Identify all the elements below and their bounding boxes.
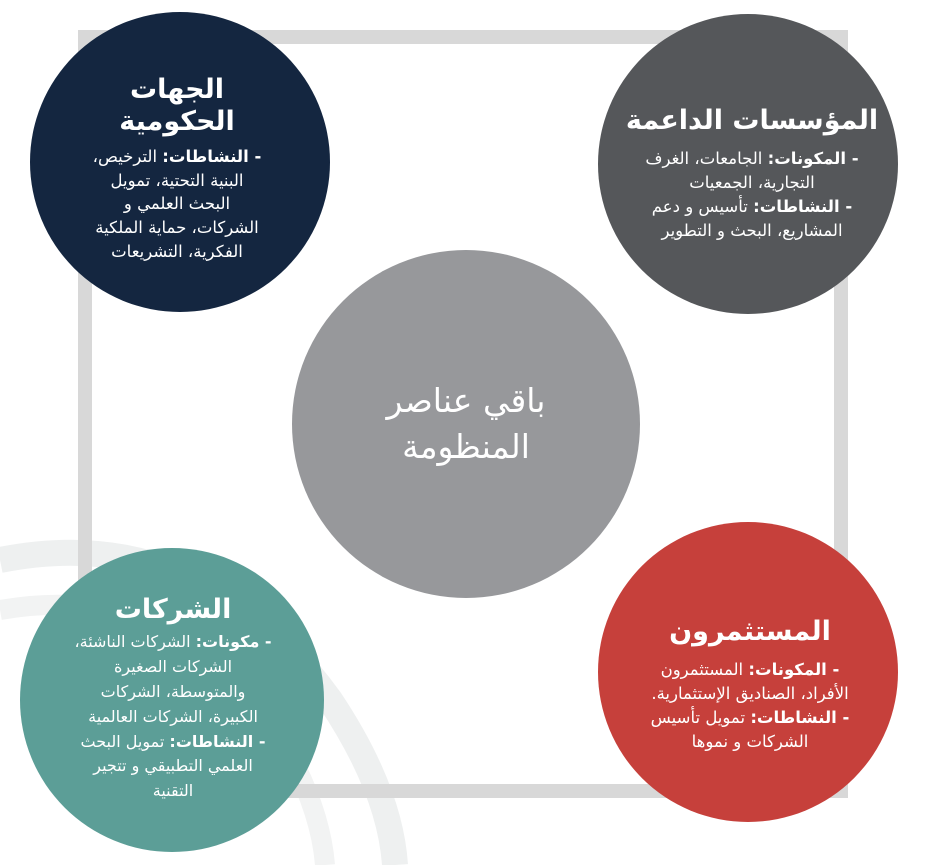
government-title: الجهات الحكومية [119,73,235,138]
companies-activities-line-2: العلمي التطبيقي و تتجير [93,756,253,776]
support-activities-line-2: المشاريع، البحث و التطوير [661,221,843,241]
support-components-line-2: التجارية، الجمعيات [689,173,815,193]
government-body [93,145,262,265]
investors-activities-line-2: الشركات و نموها [691,732,809,752]
companies-components-line-1 [74,630,271,655]
investors-activities-line-1 [651,706,850,730]
investors-components-line-2: الأفراد، الصناديق الإستثمارية. [651,684,849,704]
center-circle [292,250,640,598]
support-components-label: - المكونات: [767,149,859,169]
investors-components-text: المستثمرون [660,660,744,680]
investors-body [651,658,850,754]
investors-circle [598,522,898,822]
support-circle [598,14,898,314]
companies-components-line-3: والمتوسطة، الشركات [100,682,246,701]
support-components-text: الجامعات، الغرف [645,149,763,169]
center-title-line-2: المنظومة [402,427,530,466]
government-activities-line-3: البحث العلمي و [123,194,231,214]
investors-activities-label: - النشاطات: [750,708,850,728]
government-activities-line-4: الشركات، حماية الملكية [95,218,259,238]
companies-circle [20,548,324,852]
companies-activities-line-1 [74,730,271,755]
support-activities-text: تأسيس و دعم [651,197,748,217]
government-activities-line-5: الفكرية، التشريعات [111,242,243,262]
companies-components-text: الشركات الناشئة، [74,632,191,652]
companies-body [74,630,271,804]
companies-components-line-4: الكبيرة، الشركات العالمية [88,706,258,726]
government-activities-line-1 [93,145,262,169]
center-title-line-1: باقي عناصر [386,380,546,420]
government-activities-label: - النشاطات: [162,146,262,166]
support-title: المؤسسات الداعمة [625,104,879,136]
support-body [645,147,858,243]
investors-title: المستثمرون [669,615,831,647]
government-circle [30,12,330,312]
support-activities-label: - النشاطات: [753,197,853,217]
support-components-line-1 [645,147,858,171]
investors-components-label: - المكونات: [748,660,840,680]
companies-activities-text: تمويل البحث [80,731,165,751]
companies-components-line-2: الشركات الصغيرة [114,657,233,677]
companies-title: الشركات [114,594,232,626]
government-activities-line-2: البنية التحتية، تمويل [110,170,244,190]
companies-activities-line-3: التقنية [152,781,194,801]
investors-activities-text: تمويل تأسيس [650,708,746,728]
support-activities-line-1 [645,195,858,219]
companies-components-label: - مكونات: [195,632,272,652]
government-activities-text: الترخيص، [92,146,158,166]
investors-components-line-1 [651,658,850,682]
companies-activities-label: - النشاطات: [169,731,266,751]
